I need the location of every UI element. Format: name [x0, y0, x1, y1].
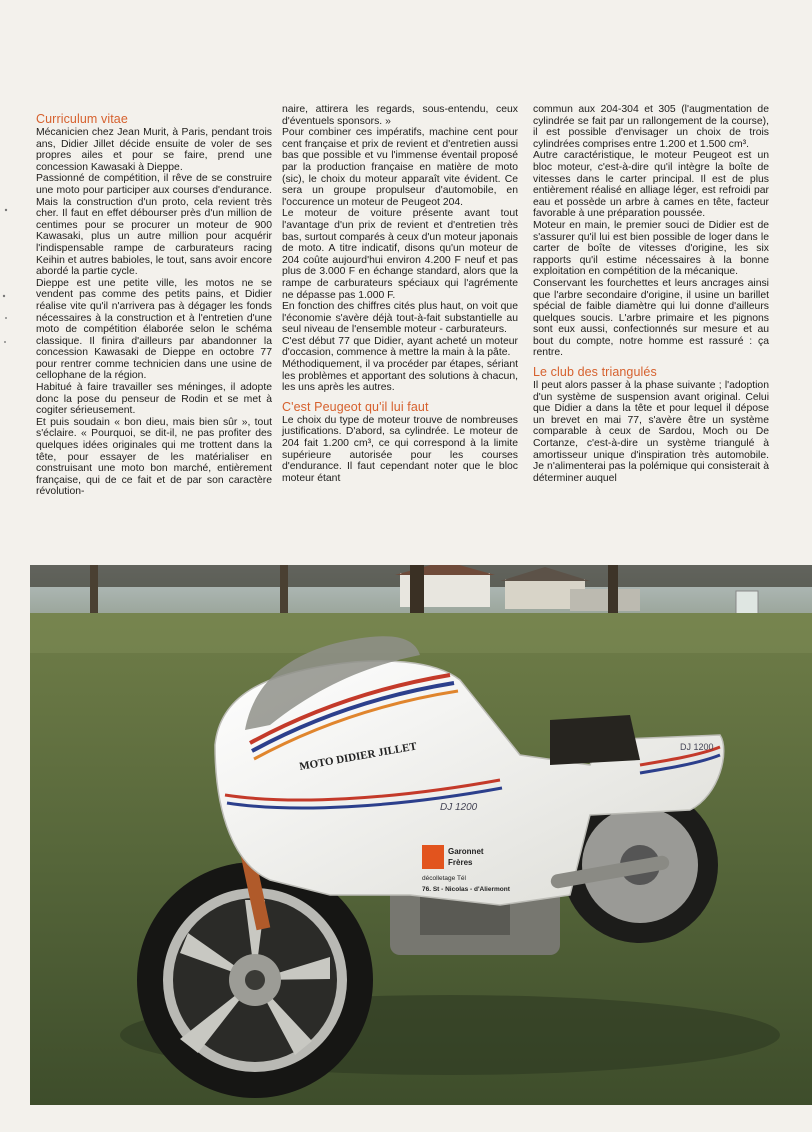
paragraph: Il peut alors passer à la phase suivante ; l'adoption d'un système de suspension avant original. Celui que Didier a dans la tête et pour lequel il dépose un brevet en mai 77, s'avère être un système comparable à ceux de Sardou, Moch ou De Cortanze, c'est-à-dire un système triangulé à amortisseur unique d'inspiration très automobile. Je n'alimenterai pas la polémique qui consisterait à déterminer auquel [533, 380, 769, 484]
text-column-3 [533, 104, 769, 484]
paragraph: Passionné de compétition, il rêve de se construire une moto pour participer aux courses d'endurance. Mais la construction d'un proto, cela revient très cher. Il faut en effet débourser près d'un million de centimes pour se procurer un moteur de 900 Kawasaki, plus un autre million pour acquérir l'indispensable rampe de carburateurs racing Keihin et autres babioles, le tout, sans avoir encore abordé la partie cycle. [36, 173, 272, 278]
sponsor-name: Garonnet [448, 847, 484, 856]
sponsor-name-2: Frères [448, 858, 473, 867]
text-column-2 [282, 104, 518, 484]
paragraph: Pour combiner ces impératifs, machine cent pour cent française et prix de revient et d'entretien aussi bas que possible et vu l'immense éventail proposé par la production française en matière de moto (sic), le choix du moteur apparaît vite évident. Ce sera un groupe propulseur d'automobile, en l'occurence un moteur de Peugeot 204. [282, 127, 518, 208]
paragraph: C'est début 77 que Didier, ayant acheté un moteur d'occasion, commence à mettre la main à la pâte. [282, 335, 518, 359]
model-badge: DJ 1200 [440, 802, 478, 813]
paragraph: Méthodiquement, il va procéder par étapes, sériant les problèmes et apportant des solutions à chacun, les uns après les autres. [282, 359, 518, 394]
sponsor-activity: décolletage Tél [422, 875, 466, 882]
paragraph: Dieppe est une petite ville, les motos ne se vendent pas comme des petits pains, et Didier réalise vite qu'il n'arrivera pas à dégager les fonds nécessaires à la construction et à l'entretien d'une moto de compétition élaborée selon le schéma classique. Il finira d'ailleurs par abandonner la concession Kawasaki de Dieppe en octobre 77 pour rentrer comme technicien dans une usine de cellophane de la région. [36, 277, 272, 382]
paragraph: Autre caractéristique, le moteur Peugeot est un bloc moteur, c'est-à-dire qu'il intègre la boîte de vitesses dans le carter principal. Il est de plus entièrement réalisé en alliage léger, est refroidi par eau et possède un arbre à cames en tête, facteur favorable à une préparation poussée. [533, 150, 769, 220]
paragraph: Et puis soudain « bon dieu, mais bien sûr », tout s'éclaire. « Pourquoi, se dit-il, ne pas profiter des quelques idées originales qui me trottent dans la tête, pour essayer de les matérialiser en construisant une moto bon marché, entièrement française, qui de ce fait et de par son caractère révolution- [36, 416, 272, 498]
paragraph: Moteur en main, le premier souci de Didier est de s'assurer qu'il lui est bien possible de loger dans le carter de boîte de vitesses d'origine, les six rapports qu'il estime nécessaires à la bonne exploitation en compétition de la mécanique. [533, 219, 769, 278]
paragraph: Conservant les fourchettes et leurs ancrages ainsi que l'arbre secondaire d'origine, il usine un barillet spécial de faible diamètre qui lui donne d'ailleurs quelques soucis. L'arbre primaire et les pignons sont eux aussi, confectionnés sur mesure et au bout du compte, notre homme est rassuré : ça rentre. [533, 277, 769, 359]
paragraph: Habitué à faire travailler ses méninges, il adopte donc la pose du penseur de Rodin et se met à cogiter sérieusement. [36, 382, 272, 417]
motorcycle-illustration [30, 565, 812, 1105]
text-column-1 [36, 104, 272, 498]
fairing-lettering: MOTO DIDIER JILLET [298, 740, 418, 773]
motorcycle-photo [30, 565, 812, 1105]
margin-marks [0, 0, 20, 400]
paragraph: commun aux 204-304 et 305 (l'augmentation de cylindrée se fait par un rallongement de la course), il est possible d'envisager un choix de trois cylindrées comprises entre 1.200 et 1.500 cm³. [533, 104, 769, 150]
section-heading-curriculum: Curriculum vitae [36, 112, 128, 126]
paragraph: naire, attirera les regards, sous-entendu, ceux d'éventuels sponsors. » [282, 104, 518, 127]
paragraph: Mécanicien chez Jean Murit, à Paris, pendant trois ans, Didier Jillet décide ensuite de voler de ses propres ailes et pour se faire, prend une concession Kawasaki à Dieppe. [36, 127, 272, 173]
tail-badge: DJ 1200 [680, 742, 714, 752]
section-heading-triangules: Le club des triangulés [533, 365, 657, 380]
section-heading-peugeot: C'est Peugeot qu'il lui faut [282, 399, 429, 414]
paragraph: Le moteur de voiture présente avant tout l'avantage d'un prix de revient et d'entretien très bas, surtout comparés à ceux d'un moteur japonais de moto. A titre indicatif, disons qu'un moteur de 204 coûte aujourd'hui environ 4.200 F neuf et pas plus de 3.000 F en échange standard, alors que la rampe de carburateurs spéciaux qui l'agrémente ne dépasse pas 1.000 F. [282, 208, 518, 301]
paragraph: Le choix du type de moteur trouve de nombreuses justifications. D'abord, sa cylindrée. Le moteur de 204 fait 1.200 cm³, ce qui correspond à la limite supérieure autorisée pour les courses d'endurance. Il faut cependant noter que le bloc moteur étant [282, 414, 518, 484]
sponsor-address: 76. St - Nicolas - d'Aliermont [422, 886, 510, 893]
paragraph: En fonction des chiffres cités plus haut, on voit que l'économie s'avère déjà tout-à-fait substantielle au seul niveau de l'ensemble moteur - carburateurs. [282, 301, 518, 336]
